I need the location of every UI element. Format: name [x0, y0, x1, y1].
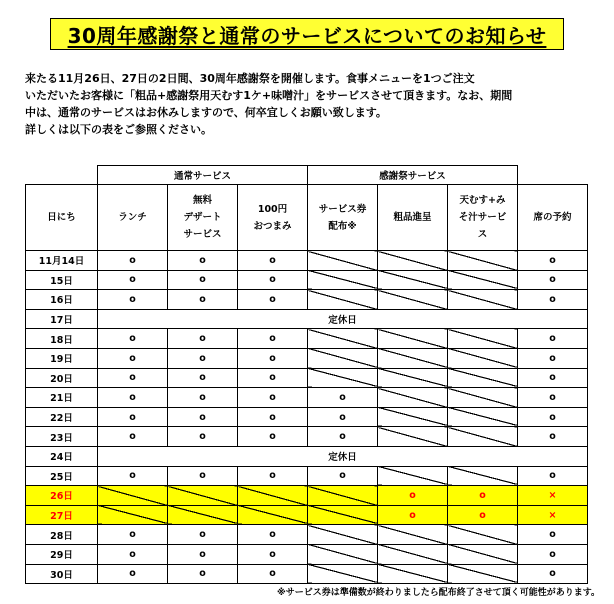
tenmusu-cell — [448, 544, 518, 564]
dessert-cell: o — [168, 427, 238, 447]
intro-text — [25, 70, 595, 138]
header-snack-line: 100円 — [257, 203, 288, 215]
reserve-cell: o — [518, 388, 588, 408]
tenmusu-cell — [448, 427, 518, 447]
intro-line: 来たる11月26日、27日の2日間、30周年感謝祭を開催します。食事メニューを1つご注文 — [25, 72, 475, 85]
reserve-cell: o — [518, 564, 588, 584]
dessert-cell — [168, 505, 238, 525]
day-cell: 15日 — [26, 270, 98, 290]
dessert-cell — [168, 486, 238, 506]
ticket-cell — [308, 368, 378, 388]
lunch-cell: o — [98, 251, 168, 271]
table-row — [26, 290, 588, 310]
header-day: 日にち — [26, 185, 98, 251]
tenmusu-cell — [448, 466, 518, 486]
header-tenmusu — [448, 185, 518, 251]
day-cell: 16日 — [26, 290, 98, 310]
table-row — [26, 466, 588, 486]
day-cell: 18日 — [26, 329, 98, 349]
header-ticket-line: サービス券 — [318, 203, 367, 215]
tenmusu-cell: o — [448, 505, 518, 525]
table-row — [26, 505, 588, 525]
dessert-cell: o — [168, 290, 238, 310]
dessert-cell: o — [168, 270, 238, 290]
gift-cell — [378, 368, 448, 388]
reserve-cell: o — [518, 348, 588, 368]
day-cell: 25日 — [26, 466, 98, 486]
dessert-cell: o — [168, 329, 238, 349]
ticket-cell — [308, 505, 378, 525]
day-cell: 28日 — [26, 525, 98, 545]
dessert-cell: o — [168, 544, 238, 564]
footnote: ※サービス券は準備数が終わりましたら配布終了させて頂く可能性があります。 — [276, 588, 600, 598]
lunch-cell: o — [98, 427, 168, 447]
tenmusu-cell: o — [448, 486, 518, 506]
ticket-cell: o — [308, 407, 378, 427]
header-reserve: 席の予約 — [518, 185, 588, 251]
service-schedule-table — [25, 165, 588, 584]
snack-cell: o — [238, 466, 308, 486]
tenmusu-cell — [448, 564, 518, 584]
tenmusu-cell — [448, 407, 518, 427]
day-cell: 29日 — [26, 544, 98, 564]
header-tenmusu-line: そ汁サービ — [458, 212, 507, 223]
day-cell: 23日 — [26, 427, 98, 447]
snack-cell: o — [238, 544, 308, 564]
header-ticket — [308, 185, 378, 251]
reserve-cell: o — [518, 368, 588, 388]
snack-cell: o — [238, 348, 308, 368]
gift-cell — [378, 388, 448, 408]
schedule-body — [26, 251, 588, 584]
closed-cell: 定休日 — [98, 446, 588, 466]
reserve-cell: o — [518, 251, 588, 271]
ticket-cell — [308, 486, 378, 506]
table-row — [26, 270, 588, 290]
table-row — [26, 348, 588, 368]
header-dessert-line: 無料 — [192, 195, 212, 206]
day-cell: 26日 — [26, 486, 98, 506]
notice-title: 30周年感謝祭と通常のサービスについてのお知らせ — [50, 18, 564, 50]
dessert-cell: o — [168, 564, 238, 584]
dessert-cell: o — [168, 466, 238, 486]
day-cell: 24日 — [26, 446, 98, 466]
table-row — [26, 564, 588, 584]
intro-line: いただいたお客様に「粗品+感謝祭用天むす1ケ+味噌汁」をサービスさせて頂きます。なお、期間 — [25, 89, 513, 102]
dessert-cell: o — [168, 525, 238, 545]
snack-cell: o — [238, 525, 308, 545]
lunch-cell: o — [98, 290, 168, 310]
table-row — [26, 407, 588, 427]
header-dessert-line: サービス — [183, 229, 222, 240]
table-row — [26, 486, 588, 506]
reserve-cell: × — [518, 505, 588, 525]
table-row — [26, 525, 588, 545]
header-tenmusu-line: 天むす+み — [459, 195, 506, 206]
reserve-cell: o — [518, 544, 588, 564]
gift-cell — [378, 525, 448, 545]
group-normal-service: 通常サービス — [98, 166, 308, 185]
reserve-cell: o — [518, 270, 588, 290]
header-snack-line: おつまみ — [253, 220, 292, 232]
ticket-cell — [308, 270, 378, 290]
tenmusu-cell — [448, 348, 518, 368]
snack-cell: o — [238, 368, 308, 388]
table-row — [26, 309, 588, 329]
tenmusu-cell — [448, 290, 518, 310]
gift-cell — [378, 466, 448, 486]
tenmusu-cell — [448, 270, 518, 290]
tenmusu-cell — [448, 251, 518, 271]
lunch-cell: o — [98, 564, 168, 584]
snack-cell: o — [238, 427, 308, 447]
table-row — [26, 544, 588, 564]
intro-line: 詳しくは以下の表をご参照ください。 — [25, 123, 212, 136]
snack-cell: o — [238, 388, 308, 408]
header-ticket-line: 配布※ — [328, 220, 357, 232]
ticket-cell — [308, 525, 378, 545]
closed-cell: 定休日 — [98, 309, 588, 329]
lunch-cell: o — [98, 329, 168, 349]
tenmusu-cell — [448, 368, 518, 388]
gift-cell: o — [378, 486, 448, 506]
tenmusu-cell — [448, 329, 518, 349]
ticket-cell: o — [308, 388, 378, 408]
day-cell: 19日 — [26, 348, 98, 368]
table-row — [26, 251, 588, 271]
dessert-cell: o — [168, 368, 238, 388]
ticket-cell — [308, 544, 378, 564]
gift-cell — [378, 270, 448, 290]
table-row — [26, 446, 588, 466]
ticket-cell: o — [308, 427, 378, 447]
ticket-cell — [308, 290, 378, 310]
reserve-cell: o — [518, 329, 588, 349]
lunch-cell — [98, 486, 168, 506]
table-row — [26, 329, 588, 349]
snack-cell: o — [238, 270, 308, 290]
snack-cell: o — [238, 290, 308, 310]
day-cell: 17日 — [26, 309, 98, 329]
dessert-cell: o — [168, 348, 238, 368]
gift-cell — [378, 329, 448, 349]
header-tenmusu-line: ス — [477, 229, 488, 240]
dessert-cell: o — [168, 388, 238, 408]
reserve-cell: o — [518, 427, 588, 447]
tenmusu-cell — [448, 388, 518, 408]
reserve-cell: o — [518, 290, 588, 310]
ticket-cell: o — [308, 466, 378, 486]
group-festival-service: 感謝祭サービス — [308, 166, 518, 185]
lunch-cell: o — [98, 368, 168, 388]
ticket-cell — [308, 251, 378, 271]
gift-cell — [378, 544, 448, 564]
lunch-cell: o — [98, 270, 168, 290]
table-row — [26, 368, 588, 388]
day-cell: 21日 — [26, 388, 98, 408]
lunch-cell: o — [98, 407, 168, 427]
snack-cell: o — [238, 251, 308, 271]
lunch-cell: o — [98, 388, 168, 408]
day-cell: 22日 — [26, 407, 98, 427]
reserve-cell: o — [518, 525, 588, 545]
header-spacer — [26, 166, 98, 185]
header-spacer — [518, 166, 588, 185]
lunch-cell — [98, 505, 168, 525]
ticket-cell — [308, 348, 378, 368]
gift-cell: o — [378, 505, 448, 525]
header-snack — [238, 185, 308, 251]
gift-cell — [378, 348, 448, 368]
snack-cell: o — [238, 329, 308, 349]
gift-cell — [378, 407, 448, 427]
snack-cell — [238, 505, 308, 525]
reserve-cell: × — [518, 486, 588, 506]
table-row — [26, 388, 588, 408]
lunch-cell: o — [98, 525, 168, 545]
table-row — [26, 427, 588, 447]
header-dessert — [168, 185, 238, 251]
intro-line: 中は、通常のサービスはお休みしますので、何卒宜しくお願い致します。 — [25, 106, 387, 119]
day-cell: 20日 — [26, 368, 98, 388]
ticket-cell — [308, 564, 378, 584]
snack-cell — [238, 486, 308, 506]
gift-cell — [378, 427, 448, 447]
day-cell: 27日 — [26, 505, 98, 525]
header-dessert-line: デザート — [183, 212, 222, 223]
header-gift: 粗品進呈 — [378, 185, 448, 251]
ticket-cell — [308, 329, 378, 349]
day-cell: 30日 — [26, 564, 98, 584]
gift-cell — [378, 290, 448, 310]
reserve-cell: o — [518, 466, 588, 486]
day-cell: 11月14日 — [26, 251, 98, 271]
gift-cell — [378, 564, 448, 584]
dessert-cell: o — [168, 251, 238, 271]
snack-cell: o — [238, 564, 308, 584]
header-lunch: ランチ — [98, 185, 168, 251]
lunch-cell: o — [98, 348, 168, 368]
lunch-cell: o — [98, 544, 168, 564]
gift-cell — [378, 251, 448, 271]
reserve-cell: o — [518, 407, 588, 427]
snack-cell: o — [238, 407, 308, 427]
tenmusu-cell — [448, 525, 518, 545]
lunch-cell: o — [98, 466, 168, 486]
dessert-cell: o — [168, 407, 238, 427]
